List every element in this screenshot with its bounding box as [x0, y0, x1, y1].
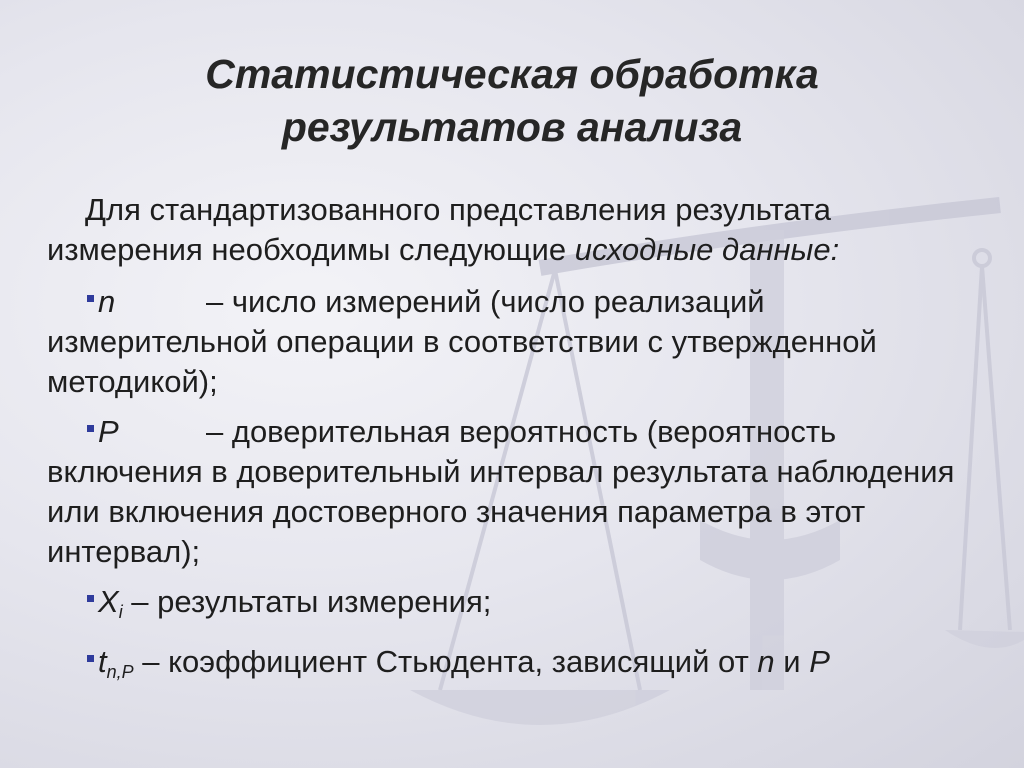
intro-paragraph [47, 190, 977, 270]
item-p-text: – доверительная вероятность (вероятность включения в доверительный интервал результата наблюдения или включения достоверного значения параметра в этот интервал); [47, 414, 955, 569]
symbol-x-subscript: i [118, 602, 123, 622]
item-t-var-p: P [809, 644, 830, 679]
item-t-text: – коэффициент Стьюдента, зависящий от [133, 644, 758, 679]
slide-title [0, 48, 1024, 154]
symbol-t-subscript: n,P [106, 662, 134, 682]
item-xi-text: – результаты измерения; [122, 584, 492, 619]
symbol-n: n [98, 284, 116, 319]
item-t-connector: и [774, 644, 810, 679]
intro-text: Для стандартизованного представления результата измерения необходимы следующие [47, 192, 832, 267]
slide-title-line1: Статистическая обработка [205, 51, 819, 97]
symbol-t: t [98, 644, 107, 679]
list-item-t [47, 642, 977, 692]
square-bullet-icon [87, 425, 94, 432]
list-item-p [47, 412, 977, 572]
item-n-text: – число измерений (число реализаций измерительной операции в соответствии с утвержденной методикой); [47, 284, 877, 399]
slide-content [47, 190, 977, 702]
slide-title-line2: результатов анализа [281, 104, 743, 150]
square-bullet-icon [87, 595, 94, 602]
symbol-p: P [98, 414, 119, 449]
square-bullet-icon [87, 295, 94, 302]
item-t-var-n: n [757, 644, 775, 679]
square-bullet-icon [87, 655, 94, 662]
intro-emphasis: исходные данные: [574, 232, 840, 267]
list-item-xi [47, 582, 977, 632]
list-item-n [47, 282, 977, 402]
symbol-x: X [98, 584, 119, 619]
